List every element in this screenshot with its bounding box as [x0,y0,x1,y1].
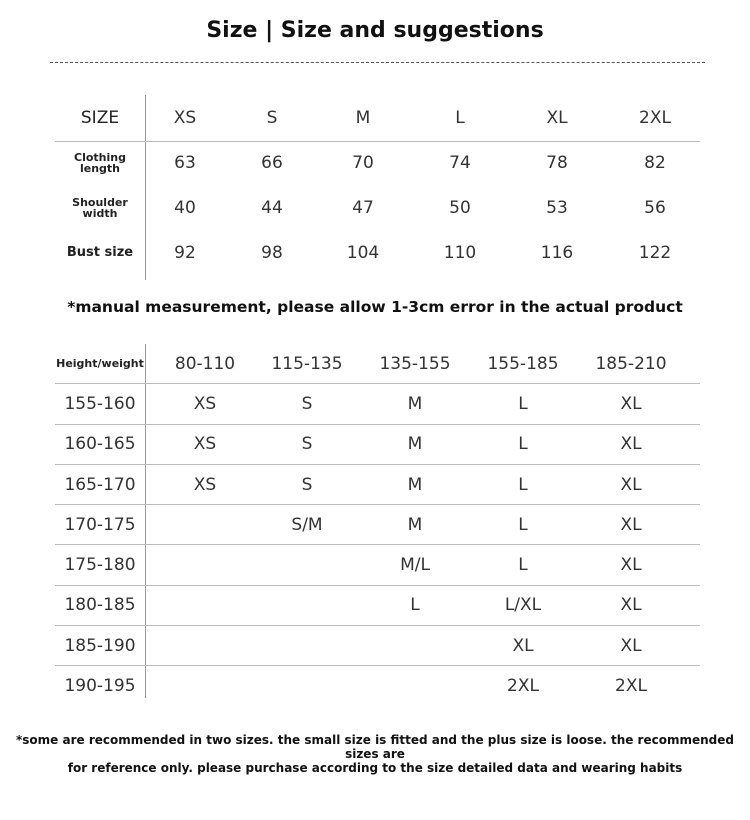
measurement-note: *manual measurement, please allow 1-3cm error in the actual product [67,298,683,316]
rec-cell: XS [193,474,217,495]
rec-cell: XS [193,434,217,455]
footer-line-1: *some are recommended in two sizes. the small size is fitted and the plus size is loose. the recommended sizes are [16,733,734,761]
size-row-clothing-length [55,140,700,185]
size-cell: 116 [540,242,574,263]
size-cell: 82 [644,152,666,173]
rec-cell: L [410,595,420,616]
size-cell: 122 [638,242,672,263]
rec-row [55,545,700,585]
rec-cell: L [518,514,528,535]
rec-cell [155,666,255,705]
rec-cell: L [518,555,528,576]
size-cell: 56 [644,197,666,218]
height-cell: 185-190 [64,635,136,656]
size-cell: 47 [352,197,374,218]
rec-row [55,425,700,465]
rec-cell: M [407,474,423,495]
rec-cell [257,666,357,705]
rec-header-row [55,344,700,384]
rec-cell: S [301,393,313,414]
size-cell: 50 [449,197,471,218]
rec-cell: XL [620,434,642,455]
size-cell: 66 [261,152,283,173]
size-cell: 98 [261,242,283,263]
rec-cell [155,586,255,625]
rec-cell [257,545,357,584]
height-cell: 180-185 [64,595,136,616]
rec-cell: XL [620,474,642,495]
rec-cell [365,666,465,705]
rec-cell [257,626,357,665]
rec-cell: 2XL [615,676,647,697]
size-cell: 104 [346,242,380,263]
rec-cell [155,545,255,584]
size-header-cell: L [455,107,465,128]
size-header-cell: XL [546,107,568,128]
size-cell: 40 [174,197,196,218]
size-cell: 70 [352,152,374,173]
rec-cell [365,626,465,665]
size-header-cell: S [266,107,278,128]
size-cell: 110 [443,242,477,263]
rec-cell: XL [620,555,642,576]
rec-cell: 2XL [507,676,539,697]
rec-row [55,586,700,626]
dashed-divider [50,62,705,63]
size-header-cell: XS [173,107,197,128]
recommendation-table [55,344,700,706]
size-header-label: SIZE [80,107,120,128]
rec-cell: XL [620,514,642,535]
height-cell: 170-175 [64,514,136,535]
rec-cell: M/L [400,555,430,576]
size-header-cell: M [355,107,371,128]
size-header-cell: 2XL [639,107,671,128]
row-label: Bust size [66,245,134,260]
rec-cell: XL [512,635,534,656]
size-header-row [55,95,700,140]
rec-cell: XL [620,393,642,414]
height-cell: 165-170 [64,474,136,495]
footer-note [0,733,750,775]
size-table [55,95,700,275]
height-cell: 190-195 [64,676,136,697]
size-row-bust-size [55,230,700,275]
rec-cell: S [301,434,313,455]
weight-header-cell: 155-185 [487,353,559,374]
rec-row [55,626,700,666]
size-cell: 78 [546,152,568,173]
page-title: Size | Size and suggestions [206,18,544,43]
rec-row [55,666,700,705]
rec-cell: S [301,474,313,495]
row-label: Shoulder width [72,195,128,220]
rec-cell: L [518,393,528,414]
rec-cell: S/M [291,514,323,535]
rec-cell: XS [193,393,217,414]
height-cell: 160-165 [64,434,136,455]
weight-header-cell: 135-155 [379,353,451,374]
size-cell: 44 [261,197,283,218]
footer-line-2: for reference only. please purchase according to the size detailed data and wearing habits [67,761,683,775]
size-cell: 63 [174,152,196,173]
rec-cell: L [518,434,528,455]
size-cell: 53 [546,197,568,218]
rec-cell: M [407,514,423,535]
row-label: Clothing length [74,150,126,175]
rec-cell [257,586,357,625]
height-cell: 175-180 [64,555,136,576]
corner-label: Height/weight [56,357,144,371]
rec-row [55,505,700,545]
size-cell: 74 [449,152,471,173]
rec-row [55,384,700,424]
rec-cell: L [518,474,528,495]
rec-row [55,465,700,505]
rec-cell: M [407,393,423,414]
rec-cell: XL [620,635,642,656]
height-cell: 155-160 [64,393,136,414]
rec-cell [155,505,255,544]
rec-cell: XL [620,595,642,616]
size-row-shoulder-width [55,185,700,230]
weight-header-cell: 115-135 [271,353,343,374]
rec-cell: L/XL [504,595,542,616]
rec-cell [155,626,255,665]
rec-cell: M [407,434,423,455]
weight-header-cell: 185-210 [595,353,667,374]
size-cell: 92 [174,242,196,263]
weight-header-cell: 80-110 [174,353,236,374]
